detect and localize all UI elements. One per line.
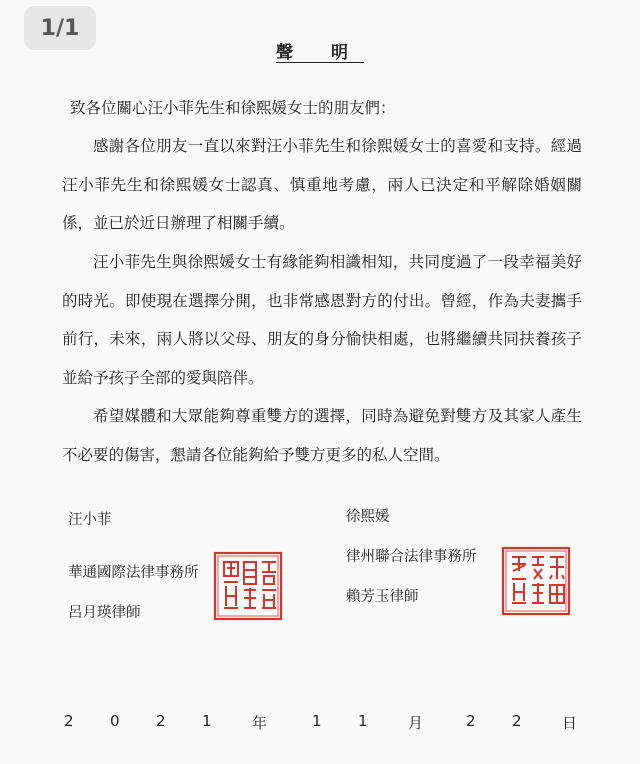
lawyer-name: 呂月瑛律師: [68, 605, 141, 621]
date-digit: 2: [64, 712, 74, 730]
law-firm-name: 華通國際法律事務所: [68, 565, 199, 581]
document-title: 聲 明: [276, 43, 364, 63]
date-day-char: 日: [562, 714, 578, 732]
signature-block-left: [68, 500, 199, 633]
salutation: 致各位關心汪小菲先生和徐熙媛女士的朋友們：: [70, 99, 396, 117]
date-digit: 2: [156, 712, 166, 730]
date-digit: 2: [466, 712, 476, 730]
signatory-name: 徐熙媛: [346, 509, 390, 525]
date-digit: 2: [512, 712, 522, 730]
date-digit: 1: [312, 712, 322, 730]
document-date: [62, 712, 582, 742]
date-digit: 1: [358, 712, 368, 730]
date-digit: 1: [202, 712, 212, 730]
law-firm-name: 律州聯合法律事務所: [346, 549, 477, 565]
lawyer-name: 賴芳玉律師: [346, 589, 419, 605]
lawyer-seal-right-icon: [500, 545, 572, 617]
date-digit: 0: [110, 712, 120, 730]
page-indicator-text: 1/1: [40, 15, 80, 41]
signatory-name: 汪小菲: [68, 512, 112, 528]
paragraph-3: 希望媒體和大眾能夠尊重雙方的選擇，同時為避免對雙方及其家人產生不必要的傷害，懇請各位能夠給予雙方更多的私人空間。: [62, 407, 582, 464]
signature-block-right: [346, 497, 477, 617]
date-month-char: 月: [408, 714, 424, 732]
date-year-char: 年: [252, 714, 268, 732]
paragraph-2: 汪小菲先生與徐熙媛女士有緣能夠相識相知，共同度過了一段幸福美好的時光。即使現在選擇分開，也非常感恩對方的付出。曾經，作為夫妻攜手前行，未來，兩人將以父母、朋友的身分愉快相處，也將繼續共同扶養孩子並給予孩子全部的愛與陪伴。: [62, 253, 582, 387]
paragraph-1: 感謝各位朋友一直以來對汪小菲先生和徐熙媛女士的喜愛和支持。經過汪小菲先生和徐熙媛女士認真、慎重地考慮，兩人已決定和平解除婚姻關係，並已於近日辦理了相關手續。: [62, 137, 582, 232]
lawyer-seal-left-icon: [212, 550, 284, 622]
